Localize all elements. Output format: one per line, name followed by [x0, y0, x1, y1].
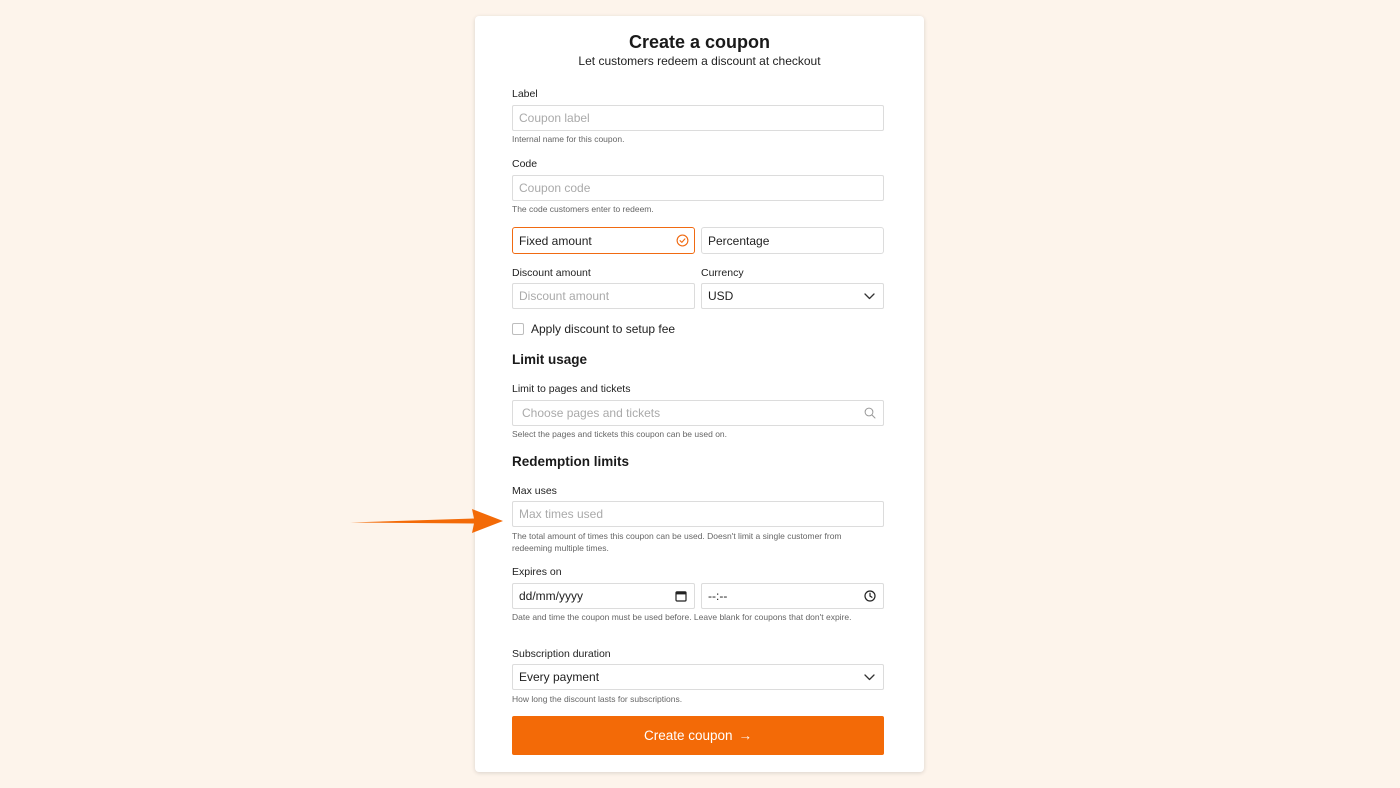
chevron-down-icon [862, 290, 876, 302]
expiry-time-input[interactable] [701, 583, 884, 609]
discount-amount-label: Discount amount [512, 267, 591, 279]
expiry-date-value: dd/mm/yyyy [519, 589, 584, 603]
arrow-right-icon: → [738, 728, 753, 743]
code-field-label: Code [512, 158, 538, 170]
code-field-help: The code customers enter to redeem. [512, 204, 654, 214]
calendar-icon[interactable] [674, 589, 688, 603]
discount-amount-input[interactable]: Discount amount [512, 283, 695, 309]
chevron-down-icon [862, 671, 876, 683]
currency-label: Currency [701, 267, 744, 279]
search-icon [863, 406, 877, 420]
label-field-help: Internal name for this coupon. [512, 134, 625, 144]
max-uses-help: The total amount of times this coupon can be used. Doesn't limit a single customer from redeeming multiple times. [512, 531, 842, 553]
coupon-code-input[interactable]: Coupon code [512, 175, 884, 201]
percentage-label: Percentage [708, 233, 770, 248]
setup-fee-label[interactable]: Apply discount to setup fee [531, 322, 676, 336]
check-circle-icon [675, 233, 689, 247]
label-field-label: Label [512, 88, 538, 100]
currency-select[interactable] [701, 283, 884, 309]
fixed-amount-label: Fixed amount [519, 233, 592, 248]
discount-type-fixed-amount[interactable] [512, 227, 695, 254]
create-coupon-label: Create coupon [643, 728, 733, 743]
coupon-form-card [475, 16, 924, 772]
subscription-duration-value: Every payment [519, 670, 600, 684]
subscription-duration-label: Subscription duration [512, 648, 611, 660]
expires-on-label: Expires on [512, 566, 562, 578]
pointer-arrow-icon [350, 506, 505, 541]
page-subtitle: Let customers redeem a discount at checkout [578, 54, 821, 68]
max-uses-input[interactable]: Max times used [512, 501, 884, 527]
create-coupon-button[interactable] [512, 716, 884, 755]
limit-pages-help: Select the pages and tickets this coupon can be used on. [512, 429, 728, 439]
redemption-limits-heading: Redemption limits [512, 454, 630, 469]
expiry-time-value: --:-- [708, 589, 728, 603]
expiry-date-input[interactable] [512, 583, 695, 609]
setup-fee-checkbox[interactable] [512, 323, 524, 335]
discount-type-percentage[interactable] [701, 227, 884, 254]
subscription-duration-help: How long the discount lasts for subscriptions. [512, 694, 683, 704]
coupon-label-input[interactable]: Coupon label [512, 105, 884, 131]
expires-help: Date and time the coupon must be used before. Leave blank for coupons that don't expire. [512, 612, 852, 622]
max-uses-label: Max uses [512, 485, 557, 497]
limit-pages-label: Limit to pages and tickets [512, 383, 631, 395]
subscription-duration-select[interactable] [512, 664, 884, 690]
limit-usage-heading: Limit usage [512, 352, 588, 367]
pages-tickets-search-input[interactable]: Choose pages and tickets [512, 400, 884, 426]
page-title: Create a coupon [628, 32, 771, 52]
currency-value: USD [708, 289, 734, 303]
clock-icon[interactable] [863, 589, 877, 603]
